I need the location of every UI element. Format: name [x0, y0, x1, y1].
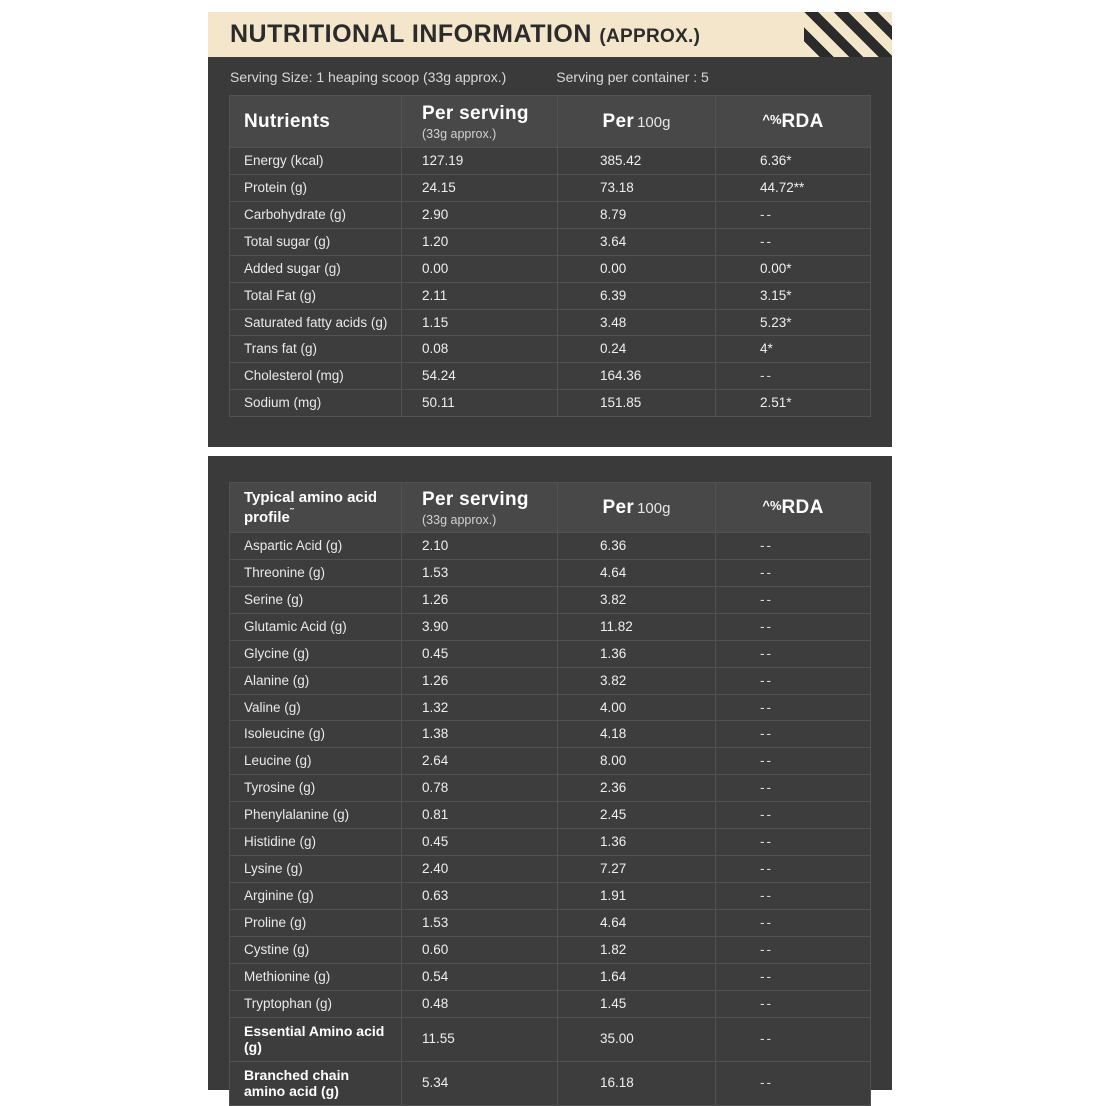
row-label: Glutamic Acid (g): [230, 613, 402, 640]
table-row: [230, 802, 871, 829]
row-value: 2.10: [402, 533, 558, 560]
col-header-nutrients: Nutrients: [230, 96, 402, 148]
row-value: 1.36: [558, 640, 716, 667]
row-value: 11.55: [402, 1017, 558, 1061]
row-label: Serine (g): [230, 586, 402, 613]
row-value: --: [716, 1017, 871, 1061]
table-row: [230, 559, 871, 586]
table-row: [230, 201, 871, 228]
row-label: Protein (g): [230, 174, 402, 201]
row-value: 11.82: [558, 613, 716, 640]
row-value: 0.00: [558, 255, 716, 282]
row-label: Energy (kcal): [230, 148, 402, 175]
row-value: 1.38: [402, 721, 558, 748]
row-value: 50.11: [402, 390, 558, 417]
col-header-rda: ^%RDA: [716, 483, 871, 533]
row-value: 8.00: [558, 748, 716, 775]
page-title: [230, 20, 700, 49]
nutrients-table-body: [230, 148, 871, 417]
row-value: 0.24: [558, 336, 716, 363]
row-value: --: [716, 748, 871, 775]
table-row: [230, 882, 871, 909]
row-value: 1.15: [402, 309, 558, 336]
row-value: 4*: [716, 336, 871, 363]
row-value: --: [716, 640, 871, 667]
row-value: 3.82: [558, 586, 716, 613]
row-label: Trans fat (g): [230, 336, 402, 363]
table-row: [230, 174, 871, 201]
row-value: 6.39: [558, 282, 716, 309]
row-value: 1.26: [402, 667, 558, 694]
row-value: 0.54: [402, 963, 558, 990]
amino-acid-table: [229, 482, 871, 1106]
row-value: 2.11: [402, 282, 558, 309]
row-value: 3.64: [558, 228, 716, 255]
table-row: [230, 228, 871, 255]
row-value: --: [716, 667, 871, 694]
amino-acid-panel: [208, 456, 892, 1100]
row-value: 1.53: [402, 559, 558, 586]
row-label: Tyrosine (g): [230, 775, 402, 802]
table-row: [230, 255, 871, 282]
row-value: 5.34: [402, 1061, 558, 1105]
nutrients-table-header: [230, 96, 871, 148]
table-row: [230, 336, 871, 363]
table-row: [230, 586, 871, 613]
row-value: 2.64: [402, 748, 558, 775]
row-label: Arginine (g): [230, 882, 402, 909]
row-label: Tryptophan (g): [230, 990, 402, 1017]
header-row: [230, 483, 871, 533]
row-value: 5.23*: [716, 309, 871, 336]
row-label: Leucine (g): [230, 748, 402, 775]
row-value: 0.00*: [716, 255, 871, 282]
row-value: 4.00: [558, 694, 716, 721]
table-row: [230, 909, 871, 936]
row-value: --: [716, 909, 871, 936]
col-header-per-serving: Per serving (33g approx.): [402, 483, 558, 533]
serving-info: [208, 57, 892, 85]
row-value: --: [716, 856, 871, 883]
row-value: 73.18: [558, 174, 716, 201]
row-value: 3.15*: [716, 282, 871, 309]
table-row: [230, 1061, 871, 1105]
row-label: Total sugar (g): [230, 228, 402, 255]
row-label: Cholesterol (mg): [230, 363, 402, 390]
row-label: Lysine (g): [230, 856, 402, 883]
row-label: Added sugar (g): [230, 255, 402, 282]
row-value: 16.18: [558, 1061, 716, 1105]
row-label: Total Fat (g): [230, 282, 402, 309]
row-label: Alanine (g): [230, 667, 402, 694]
row-label: Saturated fatty acids (g): [230, 309, 402, 336]
row-value: 24.15: [402, 174, 558, 201]
title-approx-text: (APPROX.): [599, 26, 701, 47]
table-row: [230, 1017, 871, 1061]
table-row: [230, 282, 871, 309]
row-value: 2.40: [402, 856, 558, 883]
row-value: 164.36: [558, 363, 716, 390]
col-header-per-100g: Per 100g: [558, 96, 716, 148]
row-value: 2.90: [402, 201, 558, 228]
col-header-per-100g: Per 100g: [558, 483, 716, 533]
table-row: [230, 533, 871, 560]
row-value: --: [716, 586, 871, 613]
row-value: 4.18: [558, 721, 716, 748]
row-value: --: [716, 694, 871, 721]
row-value: --: [716, 201, 871, 228]
row-value: 7.27: [558, 856, 716, 883]
nutrients-table: [229, 95, 871, 417]
row-value: --: [716, 882, 871, 909]
row-value: 0.45: [402, 640, 558, 667]
row-value: --: [716, 829, 871, 856]
row-value: --: [716, 559, 871, 586]
row-value: 0.45: [402, 829, 558, 856]
table-row: [230, 990, 871, 1017]
row-value: 0.48: [402, 990, 558, 1017]
row-value: 0.60: [402, 936, 558, 963]
table-row: [230, 963, 871, 990]
row-value: 0.81: [402, 802, 558, 829]
row-value: --: [716, 775, 871, 802]
row-value: 6.36: [558, 533, 716, 560]
row-value: 2.45: [558, 802, 716, 829]
row-label: Methionine (g): [230, 963, 402, 990]
row-value: --: [716, 721, 871, 748]
row-label: Branched chain amino acid (g): [230, 1061, 402, 1105]
diagonal-stripes-decoration: [804, 12, 892, 57]
col-header-per-serving: Per serving (33g approx.): [402, 96, 558, 148]
row-label: Essential Amino acid (g): [230, 1017, 402, 1061]
serving-size-text: Serving Size: 1 heaping scoop (33g approx.): [230, 69, 507, 85]
row-value: 3.82: [558, 667, 716, 694]
amino-table-header: [230, 483, 871, 533]
row-label: Threonine (g): [230, 559, 402, 586]
table-row: [230, 856, 871, 883]
row-value: --: [716, 363, 871, 390]
row-value: --: [716, 1061, 871, 1105]
row-value: --: [716, 936, 871, 963]
header-row: [230, 96, 871, 148]
row-value: 6.36*: [716, 148, 871, 175]
title-text: NUTRITIONAL INFORMATION: [230, 20, 592, 48]
footnote-mark: ˜: [289, 506, 294, 519]
table-row: [230, 613, 871, 640]
row-value: 1.91: [558, 882, 716, 909]
panel-divider: [0, 447, 1100, 456]
row-value: --: [716, 533, 871, 560]
row-value: 4.64: [558, 559, 716, 586]
col-header-rda: ^%RDA: [716, 96, 871, 148]
table-row: [230, 148, 871, 175]
table-row: [230, 363, 871, 390]
row-value: 3.48: [558, 309, 716, 336]
amino-table-body: [230, 533, 871, 1106]
row-value: 3.90: [402, 613, 558, 640]
row-value: 35.00: [558, 1017, 716, 1061]
row-label: Phenylalanine (g): [230, 802, 402, 829]
row-value: 385.42: [558, 148, 716, 175]
row-value: 1.64: [558, 963, 716, 990]
row-value: 151.85: [558, 390, 716, 417]
table-row: [230, 936, 871, 963]
row-value: 0.00: [402, 255, 558, 282]
row-label: Carbohydrate (g): [230, 201, 402, 228]
table-row: [230, 721, 871, 748]
row-value: 2.36: [558, 775, 716, 802]
row-label: Valine (g): [230, 694, 402, 721]
row-value: --: [716, 613, 871, 640]
table-row: [230, 309, 871, 336]
servings-per-container-text: Serving per container : 5: [556, 69, 709, 85]
row-value: 4.64: [558, 909, 716, 936]
title-banner: [208, 12, 892, 57]
table-row: [230, 667, 871, 694]
table-row: [230, 829, 871, 856]
table-row: [230, 640, 871, 667]
row-label: Histidine (g): [230, 829, 402, 856]
col-header-amino-profile: Typical amino acid profile˜: [230, 483, 402, 533]
row-label: Cystine (g): [230, 936, 402, 963]
row-value: 0.08: [402, 336, 558, 363]
table-row: [230, 775, 871, 802]
row-label: Proline (g): [230, 909, 402, 936]
row-value: 1.26: [402, 586, 558, 613]
row-label: Sodium (mg): [230, 390, 402, 417]
row-value: --: [716, 963, 871, 990]
row-label: Aspartic Acid (g): [230, 533, 402, 560]
row-value: 44.72**: [716, 174, 871, 201]
row-value: 0.63: [402, 882, 558, 909]
row-value: 127.19: [402, 148, 558, 175]
row-value: 8.79: [558, 201, 716, 228]
row-label: Isoleucine (g): [230, 721, 402, 748]
row-value: 1.36: [558, 829, 716, 856]
row-value: --: [716, 228, 871, 255]
table-row: [230, 748, 871, 775]
row-value: 1.20: [402, 228, 558, 255]
table-row: [230, 694, 871, 721]
row-value: 54.24: [402, 363, 558, 390]
row-value: 2.51*: [716, 390, 871, 417]
table-row: [230, 390, 871, 417]
row-value: --: [716, 990, 871, 1017]
row-value: 0.78: [402, 775, 558, 802]
row-label: Glycine (g): [230, 640, 402, 667]
nutrients-panel: [208, 12, 892, 447]
row-value: 1.82: [558, 936, 716, 963]
row-value: 1.45: [558, 990, 716, 1017]
row-value: 1.32: [402, 694, 558, 721]
row-value: 1.53: [402, 909, 558, 936]
row-value: --: [716, 802, 871, 829]
